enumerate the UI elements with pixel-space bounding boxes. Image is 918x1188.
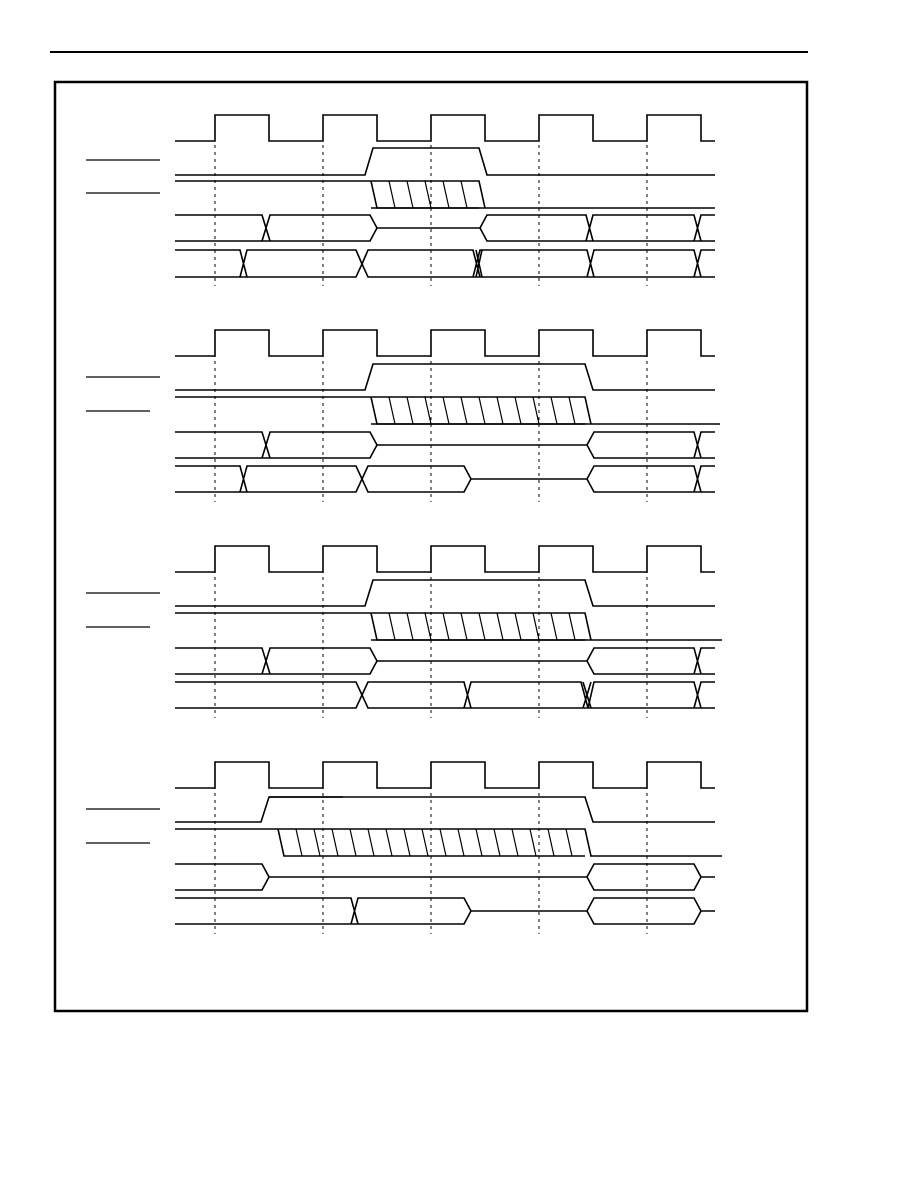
signal-b-hatch xyxy=(389,181,395,208)
signal-b-hatch xyxy=(368,829,374,856)
signal-b-hatch xyxy=(425,397,431,424)
signal-b-hatch xyxy=(425,613,431,640)
signal-a-waveform xyxy=(175,148,715,175)
timing-panel-2 xyxy=(86,330,720,502)
clock-waveform xyxy=(175,330,715,356)
signal-b-hatch xyxy=(551,613,557,640)
signal-b-transition xyxy=(371,613,591,640)
signal-b-hatch xyxy=(389,397,395,424)
signal-b-hatch xyxy=(443,397,449,424)
signal-a-waveform xyxy=(269,797,715,822)
signal-b-hatch xyxy=(461,397,467,424)
signal-b-hatch xyxy=(569,397,575,424)
signal-a-waveform xyxy=(175,580,715,606)
signal-a-waveform xyxy=(175,797,343,822)
timing-panel-3 xyxy=(86,546,722,718)
clock-waveform xyxy=(175,762,715,788)
signal-a-waveform xyxy=(175,364,715,390)
signal-b-hatch xyxy=(512,829,518,856)
signal-b-hatch xyxy=(443,613,449,640)
signal-b-hatch xyxy=(497,397,503,424)
signal-b-hatch xyxy=(530,829,536,856)
signal-b-transition xyxy=(278,829,591,856)
signal-b-hatch xyxy=(458,829,464,856)
signal-b-hatch xyxy=(461,181,467,208)
signal-b-transition xyxy=(371,397,585,424)
signal-b-hatch xyxy=(479,613,485,640)
signal-b-hatch xyxy=(533,397,539,424)
signal-b-hatch xyxy=(461,613,467,640)
signal-b-hatch xyxy=(296,829,302,856)
signal-b-hatch xyxy=(497,613,503,640)
signal-b-hatch xyxy=(404,829,410,856)
signal-b-hatch xyxy=(407,181,413,208)
signal-b-hatch xyxy=(314,829,320,856)
signal-b-hatch xyxy=(407,613,413,640)
signal-b-hatch xyxy=(425,181,431,208)
signal-b-hatch xyxy=(533,613,539,640)
signal-b-hatch xyxy=(443,181,449,208)
bus-1-waveform xyxy=(175,215,715,241)
signal-b-hatch xyxy=(476,829,482,856)
signal-b-hatch xyxy=(350,829,356,856)
signal-b-hatch xyxy=(389,613,395,640)
signal-b-hatch xyxy=(422,829,428,856)
signal-b-hatch xyxy=(332,829,338,856)
clock-waveform xyxy=(175,546,715,572)
bus-2-waveform xyxy=(175,466,715,492)
signal-b-hatch xyxy=(548,829,554,856)
signal-b-hatch xyxy=(440,829,446,856)
signal-b-hatch xyxy=(515,397,521,424)
bus-1-waveform xyxy=(175,864,715,890)
signal-b-transition xyxy=(371,613,585,640)
bus-1-waveform xyxy=(175,432,715,458)
timing-panel-1 xyxy=(86,115,715,286)
signal-b-transition xyxy=(371,397,591,424)
bus-1-waveform xyxy=(175,648,715,674)
signal-b-transition xyxy=(371,181,479,208)
signal-b-hatch xyxy=(494,829,500,856)
signal-b-hatch xyxy=(551,397,557,424)
signal-b-hatch xyxy=(386,829,392,856)
bus-2-waveform xyxy=(175,682,715,708)
bus-2-waveform xyxy=(175,898,715,924)
timing-panel-4 xyxy=(86,762,722,934)
clock-waveform xyxy=(175,115,715,141)
signal-b-hatch xyxy=(479,397,485,424)
bus-2-waveform xyxy=(175,250,715,277)
signal-b-hatch xyxy=(515,613,521,640)
signal-b-hatch xyxy=(407,397,413,424)
signal-b-hatch xyxy=(569,613,575,640)
signal-b-hatch xyxy=(566,829,572,856)
